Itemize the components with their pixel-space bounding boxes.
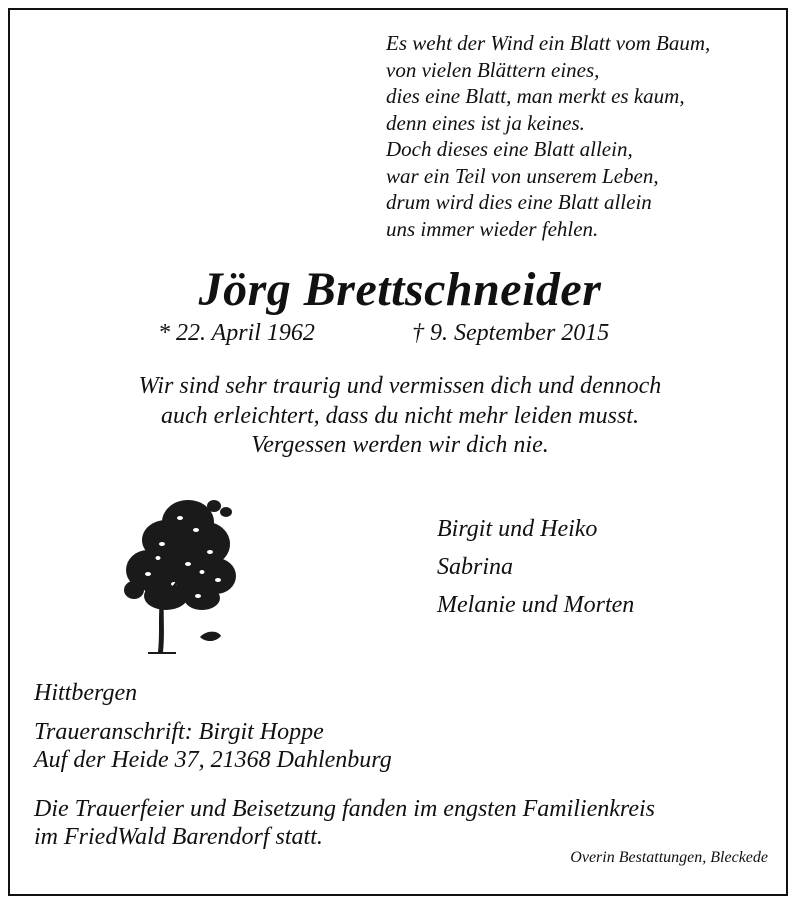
poem-line: denn eines ist ja keines. — [386, 110, 585, 135]
poem-line: war ein Teil von unserem Leben, — [386, 163, 659, 188]
poem — [386, 30, 710, 242]
message-line: Vergessen werden wir dich nie. — [251, 432, 549, 458]
service-line: Die Trauerfeier und Beisetzung fanden im engsten Familienkreis — [34, 796, 656, 822]
address-line: Auf der Heide 37, 21368 Dahlenburg — [34, 747, 392, 773]
poem-line: dies eine Blatt, man merkt es kaum, — [386, 84, 685, 108]
signers — [437, 510, 634, 624]
poem-line: uns immer wieder fehlen. — [386, 216, 599, 241]
address-line: Traueranschrift: Birgit Hoppe — [34, 719, 324, 745]
signer: Melanie und Morten — [437, 592, 635, 618]
birth-date: * 22. April 1962 — [158, 320, 315, 346]
mourning-address — [34, 718, 392, 774]
poem-line: von vielen Blättern eines, — [386, 57, 600, 82]
undertaker: Overin Bestattungen, Bleckede — [570, 849, 768, 866]
funeral-service-note — [34, 795, 655, 851]
place: Hittbergen — [34, 680, 138, 706]
signer: Birgit und Heiko — [437, 516, 598, 542]
message-line: auch erleichtert, dass du nicht mehr leiden musst. — [161, 402, 639, 429]
deceased-name: Jörg Brettschneider — [198, 263, 602, 316]
condolence-message — [0, 372, 800, 461]
signer: Sabrina — [437, 554, 514, 580]
death-date: † 9. September 2015 — [412, 320, 610, 346]
message-line: Wir sind sehr traurig und vermissen dich und dennoch — [138, 373, 662, 399]
poem-line: Es weht der Wind ein Blatt vom Baum, — [386, 31, 711, 55]
poem-line: drum wird dies eine Blatt allein — [386, 190, 652, 214]
poem-line: Doch dieses eine Blatt allein, — [386, 137, 633, 161]
service-line: im FriedWald Barendorf statt. — [34, 824, 323, 850]
tree-with-falling-leaf-icon — [118, 492, 248, 662]
